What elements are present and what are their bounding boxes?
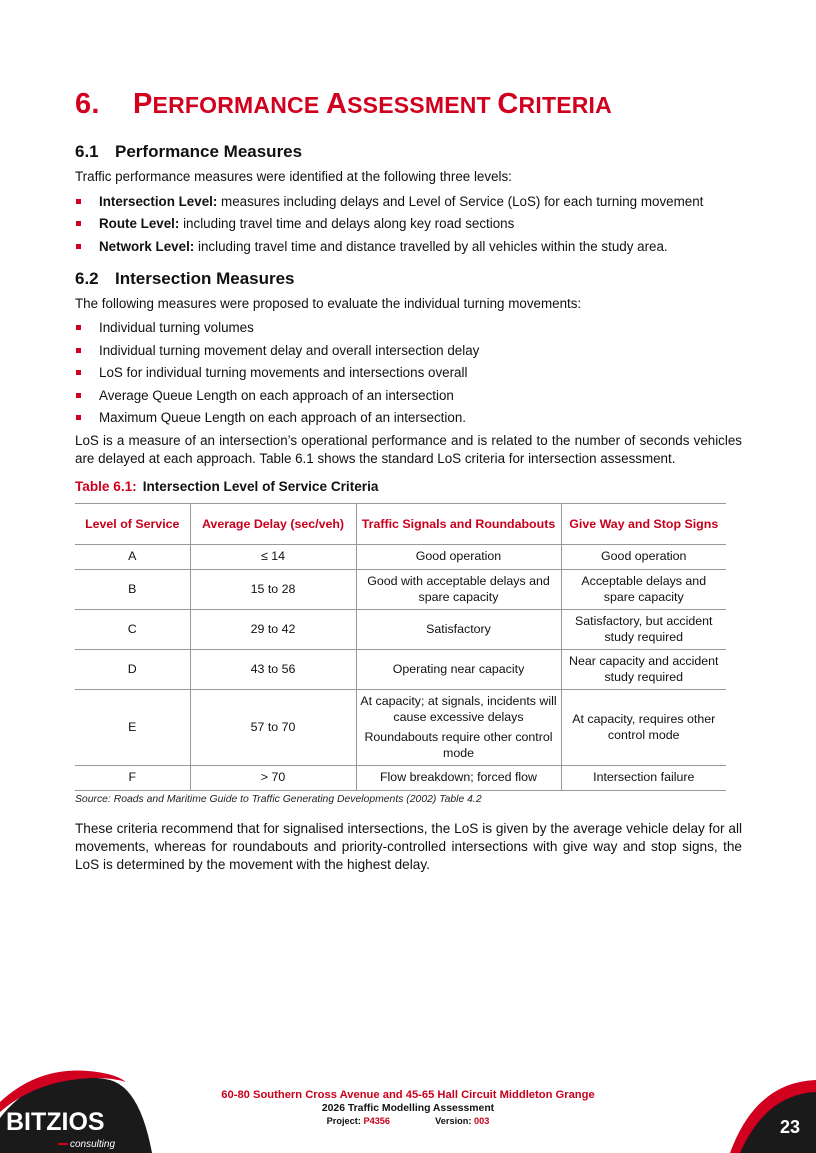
paragraph: Traffic performance measures were identified at the following three levels: (75, 169, 512, 184)
list-item: Network Level: including travel time and distance travelled by all vehicles within the study area. (75, 238, 742, 255)
subsection-heading-6-2: 6.2 Intersection Measures (75, 268, 295, 288)
list-item: LoS for individual turning movements and intersections overall (75, 364, 742, 381)
page-content (75, 88, 742, 881)
footer-address: 60-80 Southern Cross Avenue and 45-65 Hall Circuit Middleton Grange (221, 1089, 595, 1101)
bullet-icon (76, 221, 81, 226)
section-heading (75, 88, 742, 128)
bullet-icon (76, 393, 81, 398)
table-row: B 15 to 28 Good with acceptable delays and spare capacity Acceptable delays and spare capacity (75, 570, 726, 610)
bullet-list-levels (75, 193, 742, 255)
list-item: Route Level: including travel time and delays along key road sections (75, 215, 742, 232)
section-number: 6. (75, 88, 100, 120)
list-item: Intersection Level: measures including delays and Level of Service (LoS) for each turning movement (75, 193, 742, 210)
column-header: Average Delay (sec/veh) (190, 504, 356, 545)
logo-wordmark: BITZIOS (6, 1108, 105, 1136)
bullet-icon (76, 199, 81, 204)
bullet-icon (76, 325, 81, 330)
subsection-heading-6-1: 6.1 Performance Measures (75, 142, 303, 161)
footer-project-info: Project: P4356 Version: 003 (326, 1116, 490, 1126)
bullet-icon (76, 244, 81, 249)
column-header: Traffic Signals and Roundabouts (356, 504, 561, 545)
table-row: A ≤ 14 Good operation Good operation (75, 545, 726, 570)
bullet-list-measures (75, 319, 742, 426)
table-caption: Table 6.1: Intersection Level of Service Criteria (75, 479, 379, 494)
paragraph: The following measures were proposed to evaluate the individual turning movements: (75, 295, 582, 311)
bullet-icon (76, 348, 81, 353)
table-row: E 57 to 70 At capacity; at signals, incidents will cause excessive delays Roundabouts require other control mode At capacity, requires other control mode (75, 690, 726, 766)
table-row: C 29 to 42 Satisfactory Satisfactory, but accident study required (75, 610, 726, 650)
paragraph: LoS is a measure of an intersection’s operational performance and is related to the number of seconds vehicles are delayed at each approach. Table 6.1 shows the standard LoS criteria for intersection assessment. (75, 433, 742, 466)
logo-subtext: consulting (70, 1139, 116, 1150)
bullet-icon (76, 415, 81, 420)
page-number-tab (726, 1080, 816, 1153)
table-header-row (75, 504, 726, 545)
list-item: Individual turning volumes (75, 319, 742, 336)
bullet-icon (76, 370, 81, 375)
list-item: Maximum Queue Length on each approach of an intersection. (75, 409, 742, 426)
table-source-note: Source: Roads and Maritime Guide to Traffic Generating Developments (2002) Table 4.2 (75, 794, 482, 805)
table-row: D 43 to 56 Operating near capacity Near capacity and accident study required (75, 650, 726, 690)
footer-document-title: 2026 Traffic Modelling Assessment (321, 1103, 495, 1114)
los-criteria-table (75, 503, 726, 791)
section-title: PERFORMANCE ASSESSMENT CRITERIA (133, 88, 612, 120)
column-header: Level of Service (75, 504, 190, 545)
footer (0, 1088, 816, 1128)
table-row: F > 70 Flow breakdown; forced flow Intersection failure (75, 766, 726, 791)
page-number: 23 (779, 1117, 800, 1137)
column-header: Give Way and Stop Signs (561, 504, 726, 545)
list-item: Individual turning movement delay and overall intersection delay (75, 342, 742, 359)
list-item: Average Queue Length on each approach of an intersection (75, 387, 742, 404)
paragraph: These criteria recommend that for signalised intersections, the LoS is given by the average vehicle delay for all movements, whereas for roundabouts and priority-controlled intersections with give way and stop signs, the LoS is determined by the movement with the highest delay. (75, 821, 742, 872)
